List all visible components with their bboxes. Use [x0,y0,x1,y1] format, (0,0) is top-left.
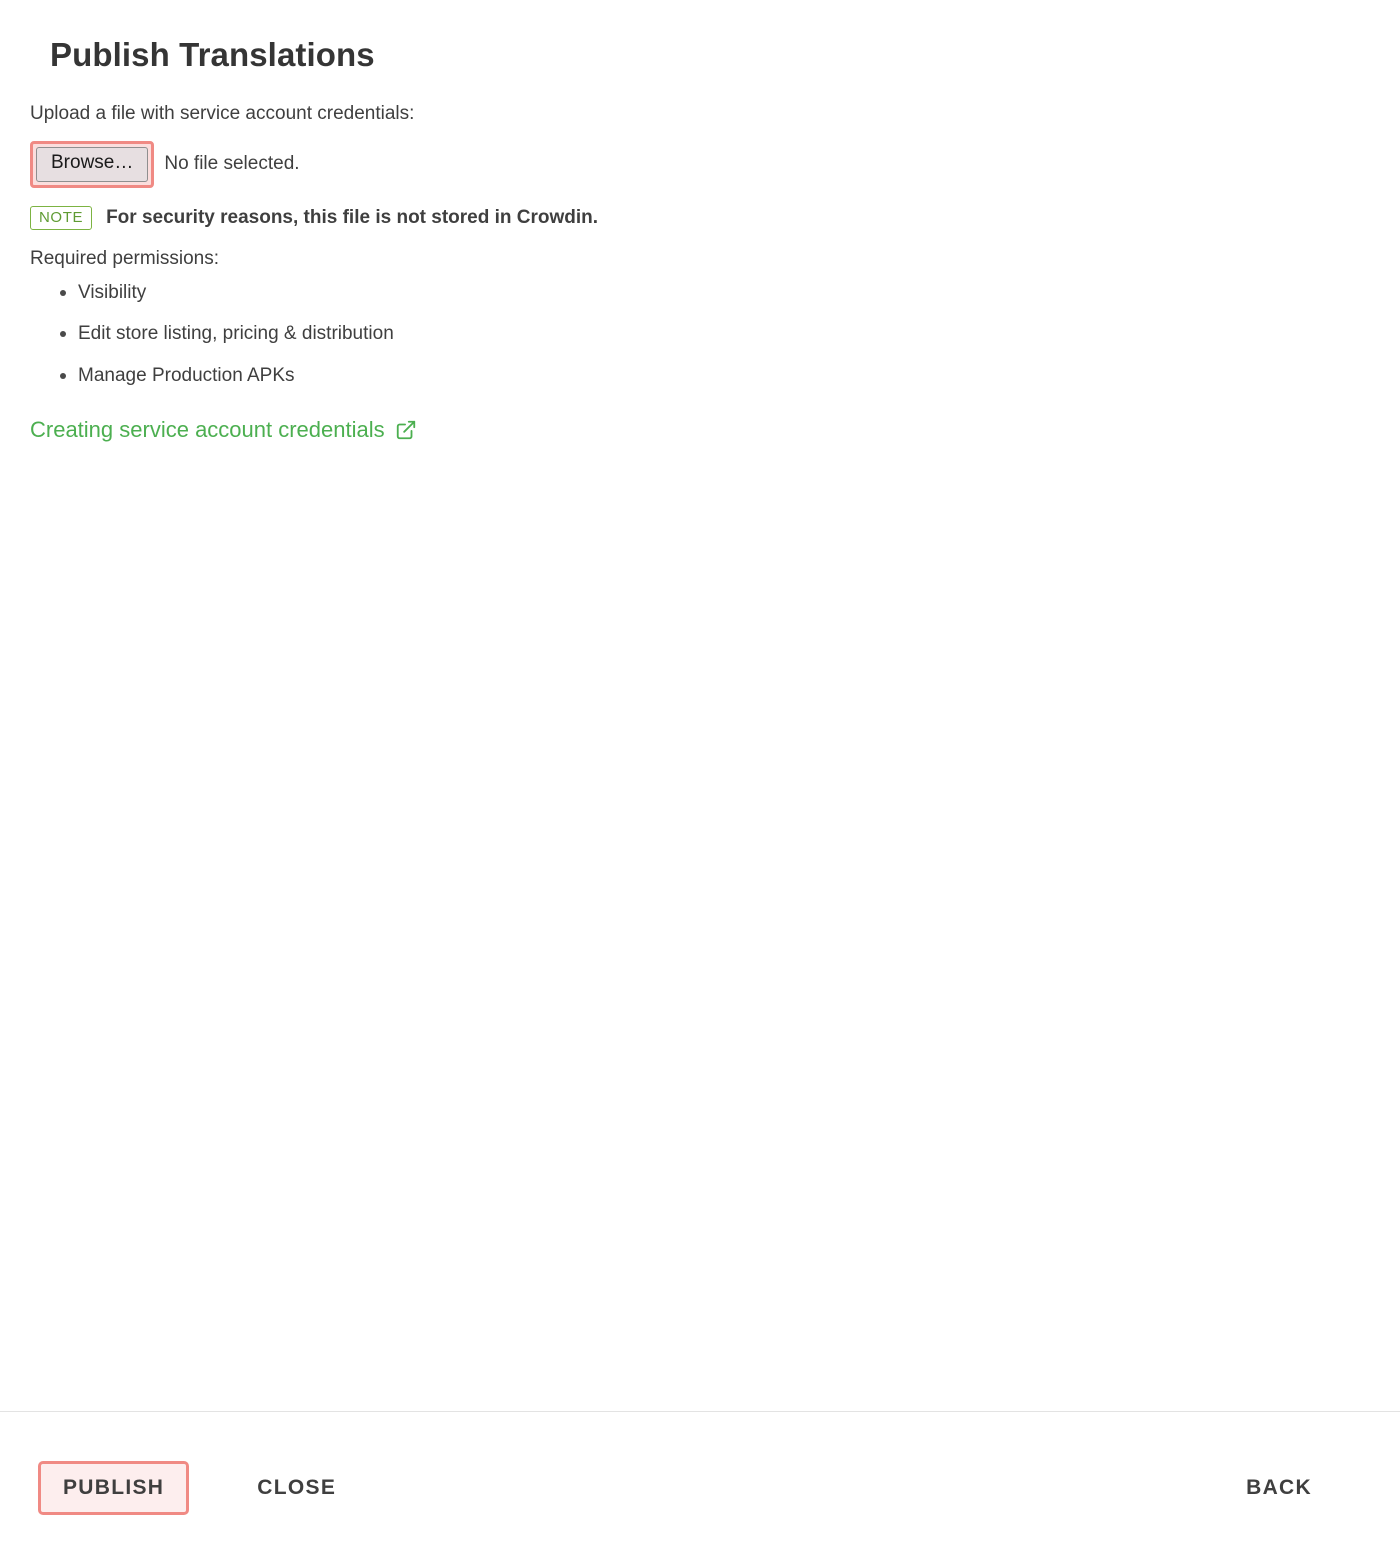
required-permissions-list [30,280,1370,389]
browse-button[interactable]: Browse… [36,147,148,182]
file-status-text: No file selected. [164,153,300,175]
publish-button-highlight [38,1461,189,1515]
list-item: Edit store listing, pricing & distribution [78,321,1370,347]
external-link-icon [395,419,417,441]
browse-button-highlight [30,141,154,188]
close-button[interactable]: CLOSE [239,1464,354,1512]
publish-button[interactable]: PUBLISH [63,1475,165,1499]
list-item: Visibility [78,280,1370,306]
doc-link-label: Creating service account credentials [30,416,385,442]
note-badge: NOTE [30,206,92,230]
security-note [30,206,1370,230]
list-item: Manage Production APKs [78,363,1370,389]
upload-credentials-label: Upload a file with service account credentials: [30,103,415,124]
footer-left-actions [30,1461,354,1515]
back-button[interactable]: BACK [1236,1464,1322,1512]
dialog-footer [0,1411,1400,1563]
creating-service-account-credentials-link[interactable] [30,417,417,443]
page-title: Publish Translations [50,36,375,73]
file-upload-row [30,141,1370,188]
note-text: For security reasons, this file is not stored in Crowdin. [106,206,599,228]
required-permissions-label: Required permissions: [30,247,220,269]
